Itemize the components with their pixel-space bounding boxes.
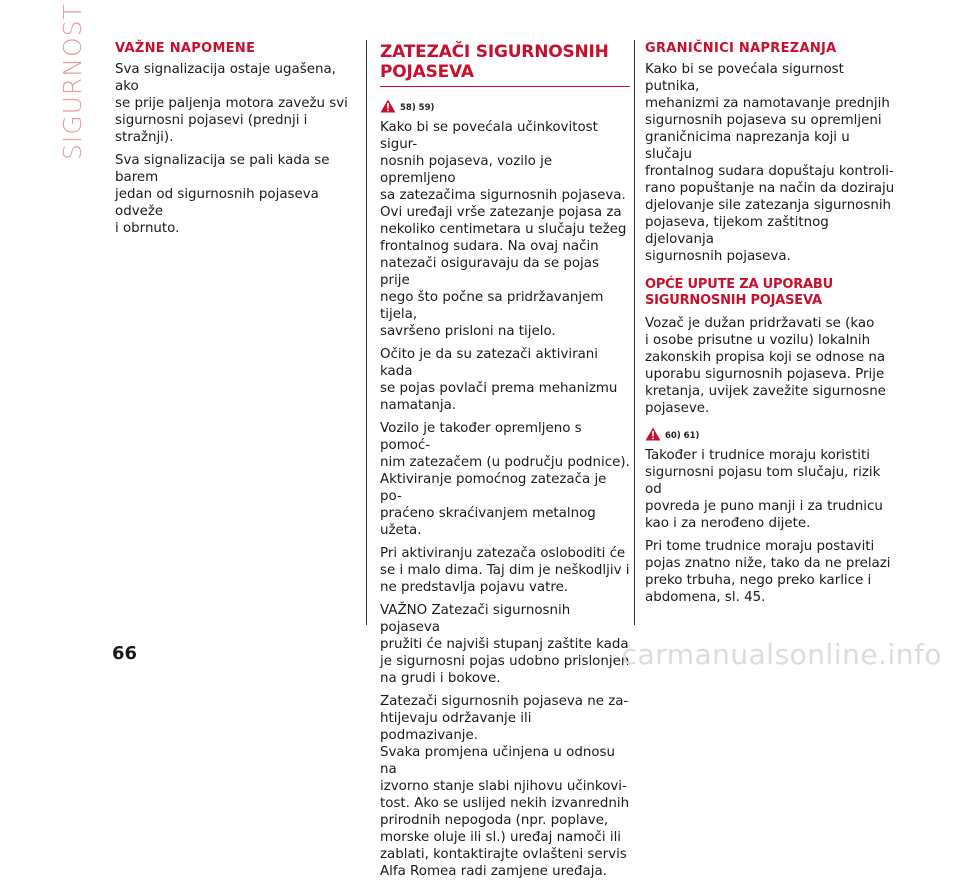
paragraph: Kako bi se povećala učinkovitost sigur- nosnih pojaseva, vozilo je opremljeno sa zatezačima sigurnosnih pojaseva. Ovi uređaji vrše zatezanje pojasa za nekoliko centimetara u slučaju težeg frontalnog sudara. Na ovaj način natezači osiguravaju da se pojas prije nego što počne sa pridržavanjem tijela, savršeno prisloni na tijelo. <box>380 120 627 339</box>
heading-vazne-napomene: VAŽNE NAPOMENE <box>115 41 256 56</box>
paragraph: VAŽNO Zatezači sigurnosnih pojaseva pružiti će najviši stupanj zaštite kada je sigurnosni pojas udobno prislonjen na grudi i bokove. <box>380 603 630 686</box>
heading-zatezaci: ZATEZAČI SIGURNOSNIH POJASEVA <box>380 42 630 87</box>
page-number: 66 <box>112 643 138 664</box>
paragraph: Vozač je dužan pridržavati se (kao i osobe prisutne u vozilu) lokalnih zakonskih propisa koji se odnose na uporabu sigurnosnih pojaseva. Prije kretanja, uvijek zavežite sigurnosne pojaseve. <box>645 316 886 416</box>
watermark: carmanualsonline.info <box>621 638 942 671</box>
paragraph: Vozilo je također opremljeno s pomoć- nim zatezačem (u području podnice). Aktiviranje pomoćnog zatezača je po- praćeno skraćivanjem metalnog užeta. <box>380 421 630 538</box>
warning-triangle-icon <box>380 99 396 113</box>
paragraph: Pri aktiviranju zatezača osloboditi će se i malo dima. Taj dim je neškodljiv i ne predstavlja pojavu vatre. <box>380 546 630 595</box>
heading-opce-upute: OPĆE UPUTE ZA UPORABU SIGURNOSNIH POJASEVA <box>645 277 833 308</box>
section-side-label: SIGURNOST <box>58 3 87 160</box>
heading-granicnici: GRANIČNICI NAPREZANJA <box>645 41 837 56</box>
warning-refs-text: 58) 59) <box>400 103 435 113</box>
column-right <box>645 40 895 612</box>
column-divider-2 <box>634 40 635 625</box>
column-divider-1 <box>366 40 367 625</box>
paragraph: Pri tome trudnice moraju postaviti pojas znatno niže, tako da ne prelazi preko trbuha, nego preko karlice i abdomena, sl. 45. <box>645 539 891 605</box>
column-left <box>115 40 355 243</box>
paragraph: Očito je da su zatezači aktivirani kada se pojas povlači prema mehanizmu namatanja. <box>380 347 618 413</box>
paragraph: Sva signalizacija ostaje ugašena, ako se prije paljenja motora zavežu svi sigurnosni pojasevi (prednji i stražnji). <box>115 62 348 145</box>
warning-reference <box>645 423 895 441</box>
paragraph: Također i trudnice moraju koristiti sigurnosni pojasu tom slučaju, rizik od povreda je puno manji i za trudnicu kao i za nerođeno dijete. <box>645 448 883 531</box>
warning-triangle-icon <box>645 427 661 441</box>
paragraph: Kako bi se povećala sigurnost putnika, mehanizmi za namotavanje prednjih sigurnosnih pojaseva su opremljeni graničnicima naprezanja koji u slučaju frontalnog sudara dopuštaju kontroli- rano popuštanje na način da doziraju djelovanje sile zatezanja sigurnosnih pojaseva, tijekom zaštitnog djelovanja sigurnosnih pojaseva. <box>645 62 895 264</box>
warning-refs-text: 60) 61) <box>665 431 700 441</box>
warning-reference <box>380 95 630 113</box>
paragraph: Zatezači sigurnosnih pojaseva ne za- htijevaju održavanje ili podmazivanje. Svaka promjena učinjena u odnosu na izvorno stanje slabi njihovu učinkovi- tost. Ako se uslijed nekih izvanrednih prirodnih nepogoda (npr. poplave, morske oluje ili sl.) uređaj namoči ili zablati, kontaktirajte ovlašteni servis Alfa Romea radi zamjene uređaja. <box>380 694 630 879</box>
column-middle <box>380 42 630 886</box>
paragraph: Sva signalizacija se pali kada se barem jedan od sigurnosnih pojaseva odveže i obrnuto. <box>115 153 330 236</box>
